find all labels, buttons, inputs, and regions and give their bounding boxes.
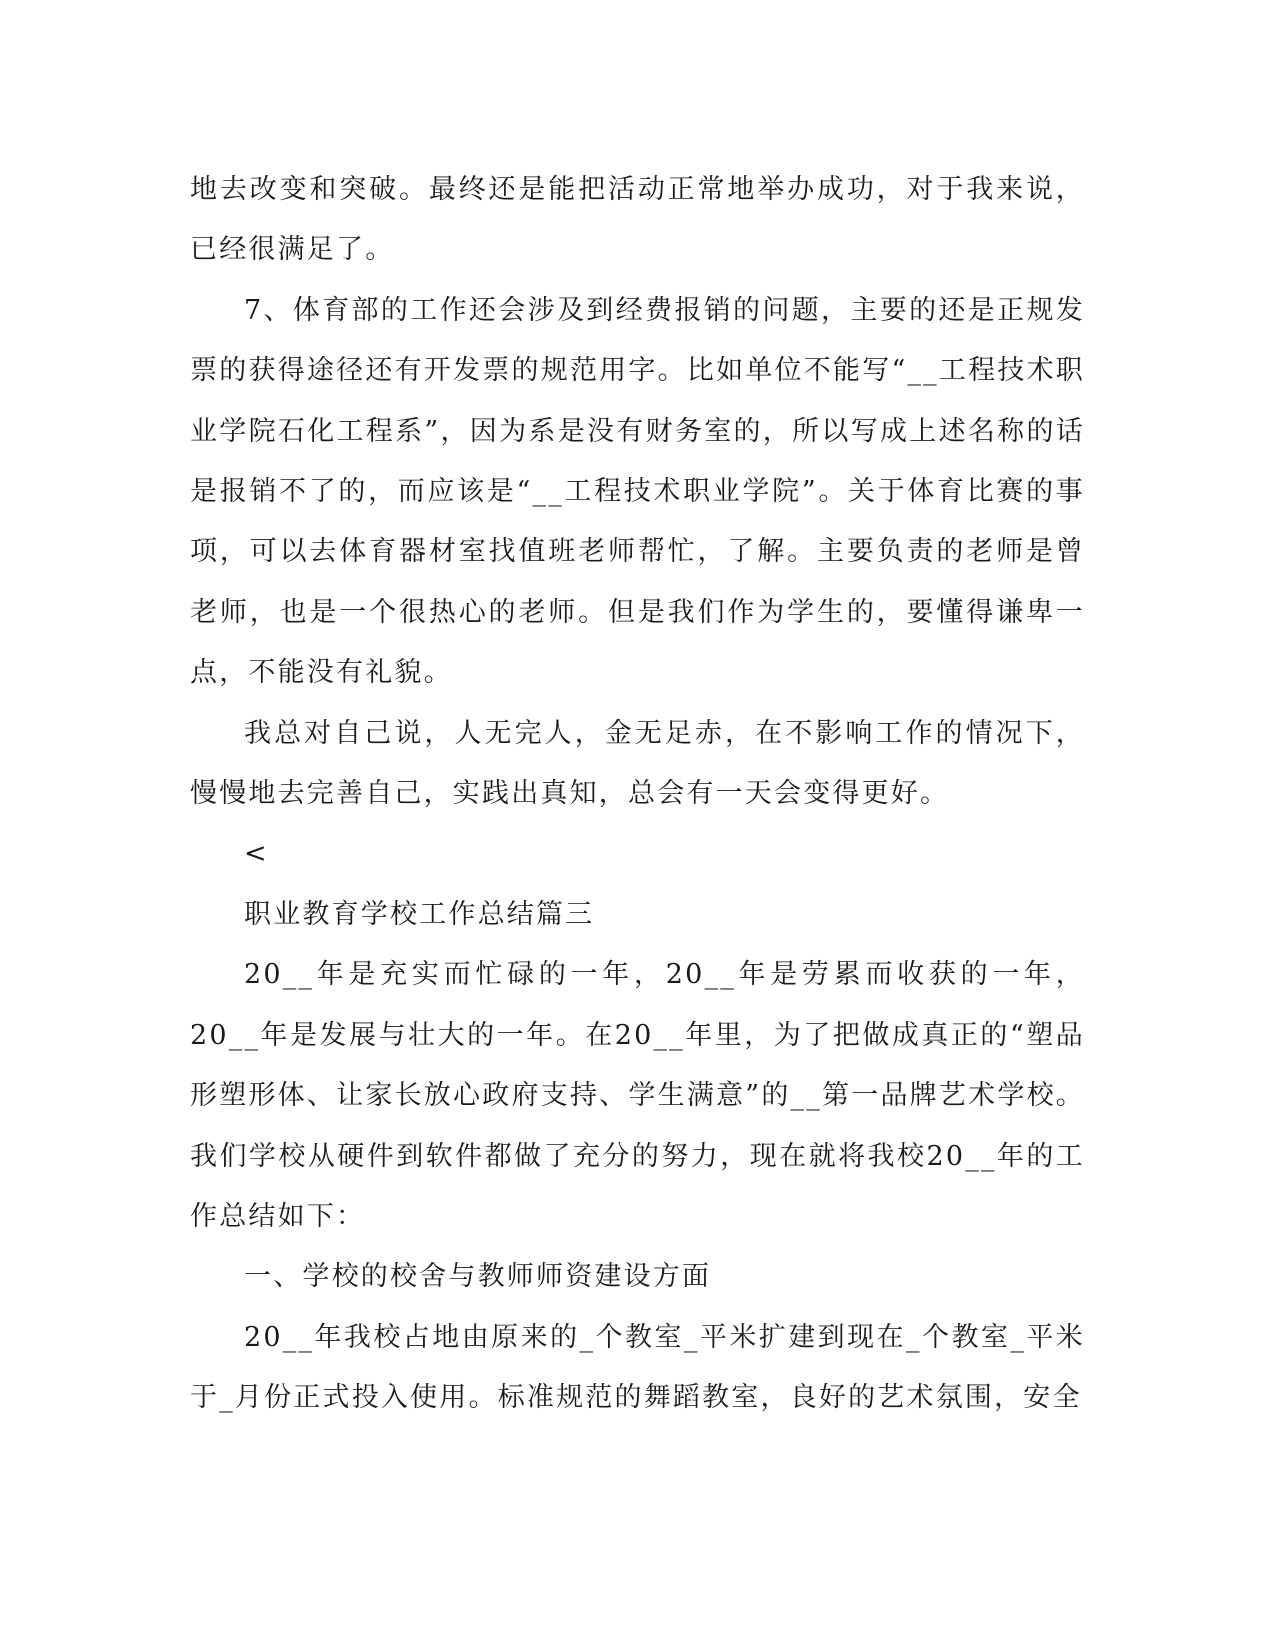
item-7-paragraph: 7、体育部的工作还会涉及到经费报销的问题，主要的还是正规发票的获得途径还有开发票的规范用字。比如单位不能写“__工程技术职业学院石化工程系”，因为系是没有财务室的，所以写成上述名称的话是报销不了的，而应该是“__工程技术职业学院”。关于体育比赛的事项，可以去体育器材室找值班老师帮忙，了解。主要负责的老师是曾老师，也是一个很热心的老师。但是我们作为学生的，要懂得谦卑一点，不能没有礼貌。 <box>190 294 1085 689</box>
continuation-paragraph: 地去改变和突破。最终还是能把活动正常地举办成功，对于我来说，已经很满足了。 <box>190 174 1085 266</box>
angle-bracket-line: < <box>244 838 269 870</box>
heading-campus-and-teachers: 一、学校的校舍与教师师资建设方面 <box>244 1261 712 1293</box>
campus-expansion-paragraph: 20__年我校占地由原来的_个教室_平米扩建到现在_个教室_平米于_月份正式投入使用。标准规范的舞蹈教室，良好的艺术氛围，安全 <box>190 1321 1085 1414</box>
document-body <box>190 160 1085 1429</box>
self-reflection-paragraph: 我总对自己说，人无完人，金无足赤，在不影响工作的情况下，慢慢地去完善自己，实践出真知，总会有一天会变得更好。 <box>190 717 1085 810</box>
section-title: 职业教育学校工作总结篇三 <box>244 898 595 930</box>
intro-paragraph: 20__年是充实而忙碌的一年，20__年是劳累而收获的一年，20__年是发展与壮大的一年。在20__年里，为了把做成真正的“塑品形塑形体、让家长放心政府支持、学生满意”的__第一品牌艺术学校。我们学校从硬件到软件都做了充分的努力，现在就将我校20__年的工作总结如下： <box>190 959 1085 1232</box>
